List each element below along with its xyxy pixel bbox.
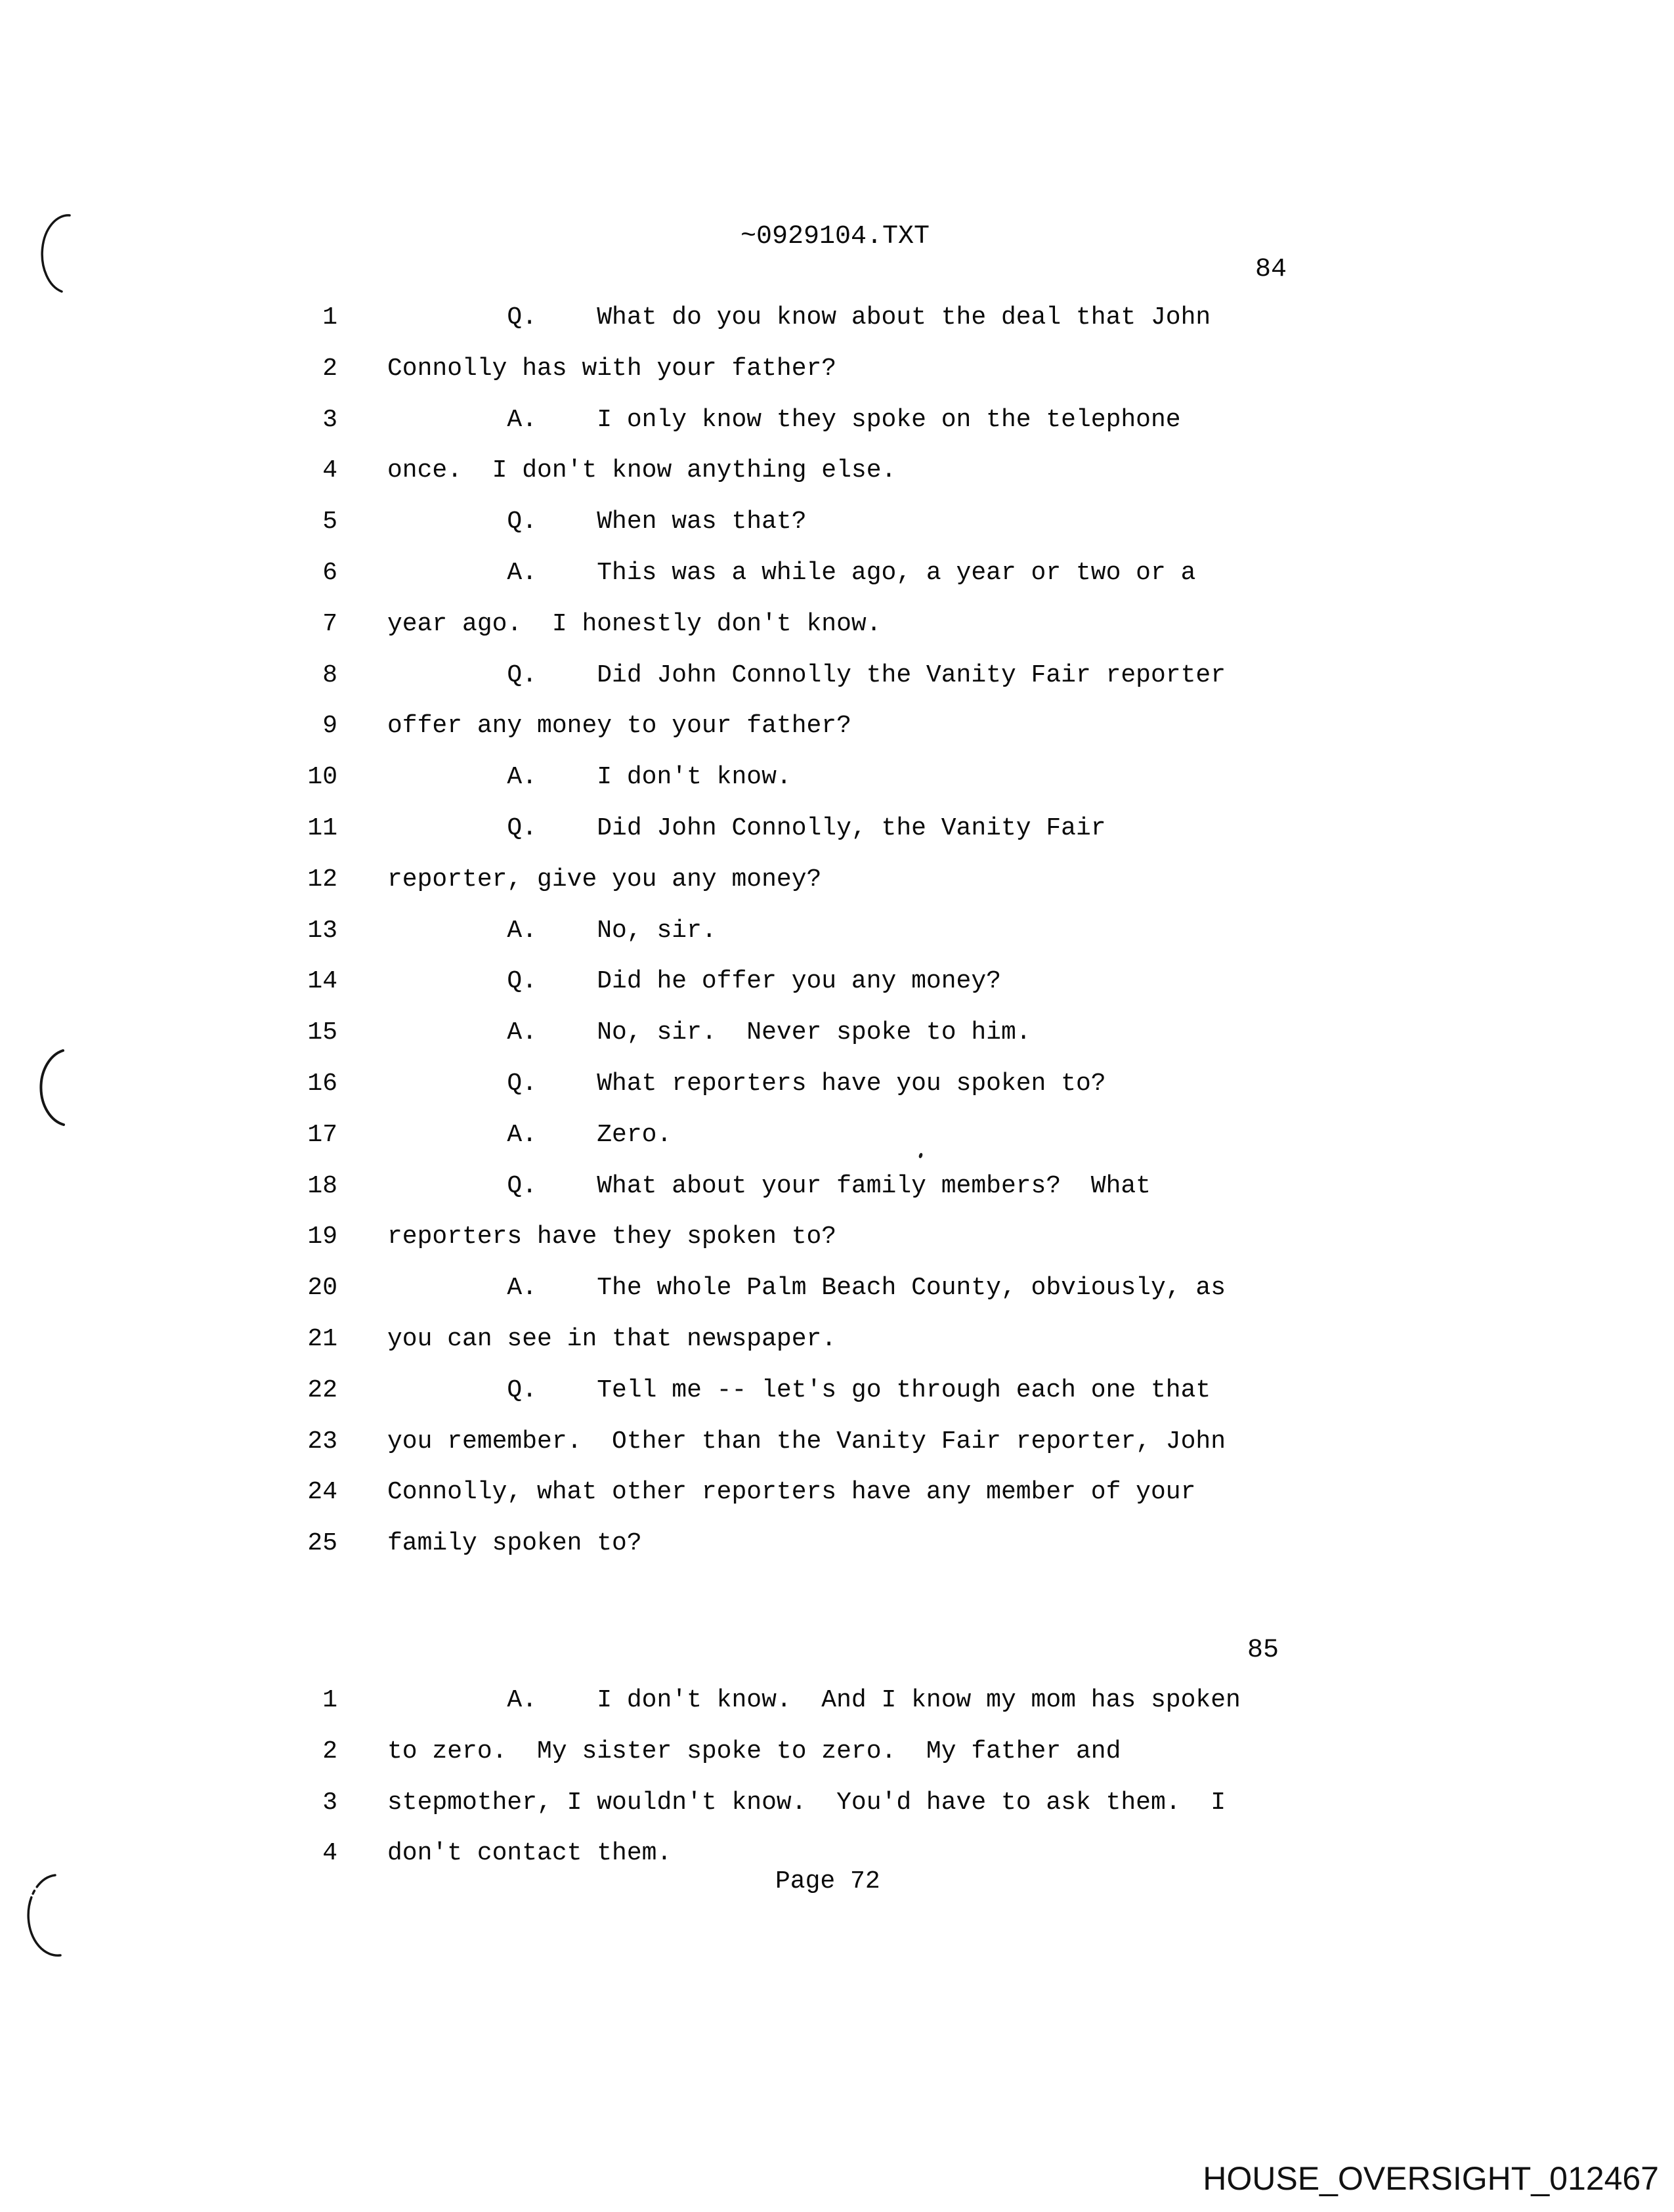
line-number: 23 [307, 1427, 337, 1456]
transcript-line [0, 1685, 1674, 1718]
line-text: family spoken to? [387, 1529, 642, 1557]
transcript-line [0, 660, 1674, 693]
line-number: 17 [307, 1121, 337, 1149]
transcript-line [0, 1375, 1674, 1408]
line-number: 25 [307, 1529, 337, 1557]
line-text: A. No, sir. [387, 917, 717, 945]
transcript-line [0, 813, 1674, 846]
footer-page-label: Page 72 [775, 1867, 880, 1896]
line-number: 11 [307, 814, 337, 842]
line-text: once. I don't know anything else. [387, 456, 897, 485]
line-text: year ago. I honestly don't know. [387, 610, 882, 638]
line-text: A. No, sir. Never spoke to him. [387, 1018, 1031, 1047]
line-number: 3 [322, 406, 337, 434]
transcript-line [0, 762, 1674, 794]
line-number: 9 [322, 712, 337, 740]
line-text: to zero. My sister spoke to zero. My father and [387, 1737, 1121, 1766]
line-text: you remember. Other than the Vanity Fair reporter, John [387, 1427, 1226, 1456]
line-number: 19 [307, 1223, 337, 1251]
transcript-line [0, 557, 1674, 590]
line-number: 1 [322, 1686, 337, 1714]
transcript-line [0, 353, 1674, 386]
line-number: 10 [307, 763, 337, 791]
line-text: Q. What do you know about the deal that John [387, 303, 1211, 332]
transcript-line [0, 302, 1674, 335]
transcript-line [0, 864, 1674, 897]
transcript-line [0, 1477, 1674, 1509]
line-text: A. This was a while ago, a year or two or a [387, 559, 1196, 587]
line-number: 16 [307, 1070, 337, 1098]
transcript-line [0, 1838, 1674, 1871]
line-number: 2 [322, 1737, 337, 1766]
line-number: 18 [307, 1172, 337, 1200]
transcript-line [0, 1736, 1674, 1769]
line-number: 8 [322, 661, 337, 689]
punch-hole-mark-bottom [28, 1875, 60, 1955]
transcript-line [0, 915, 1674, 948]
line-number: 14 [307, 967, 337, 995]
ink-speck [918, 1152, 923, 1158]
transcript-line [0, 1787, 1674, 1820]
transcript-line [0, 966, 1674, 999]
line-text: A. The whole Palm Beach County, obviously, as [387, 1274, 1226, 1302]
line-text: Connolly, what other reporters have any member of your [387, 1478, 1196, 1506]
line-text: stepmother, I wouldn't know. You'd have to ask them. I [387, 1789, 1226, 1817]
line-number: 2 [322, 355, 337, 383]
line-number: 1 [322, 303, 337, 332]
transcript-line [0, 1324, 1674, 1356]
document-filename-header: ~0929104.TXT [740, 222, 930, 251]
line-number: 15 [307, 1018, 337, 1047]
transcript-line [0, 1272, 1674, 1305]
line-number: 6 [322, 559, 337, 587]
line-text: A. I only know they spoke on the telephone [387, 406, 1181, 434]
line-text: Q. Tell me -- let's go through each one that [387, 1376, 1211, 1404]
punch-hole-mark-top [42, 215, 70, 292]
line-number: 5 [322, 508, 337, 536]
transcript-line [0, 1528, 1674, 1561]
transcript-line [0, 710, 1674, 743]
transcript-line [0, 404, 1674, 437]
line-text: don't contact them. [387, 1839, 672, 1867]
transcript-line [0, 1017, 1674, 1050]
line-text: Q. Did he offer you any money? [387, 967, 1001, 995]
line-text: reporters have they spoken to? [387, 1223, 837, 1251]
transcript-line [0, 609, 1674, 641]
transcript-line [0, 1426, 1674, 1459]
line-number: 3 [322, 1789, 337, 1817]
transcript-page-number-84: 84 [1255, 255, 1287, 284]
transcript-line [0, 506, 1674, 539]
line-number: 12 [307, 865, 337, 894]
transcript-line [0, 1068, 1674, 1101]
line-text: Q. Did John Connolly, the Vanity Fair [387, 814, 1106, 842]
transcript-line [0, 455, 1674, 488]
line-number: 24 [307, 1478, 337, 1506]
line-number: 13 [307, 917, 337, 945]
line-text: A. Zero. [387, 1121, 672, 1149]
line-text: Q. What about your family members? What [387, 1172, 1151, 1200]
line-text: Q. What reporters have you spoken to? [387, 1070, 1106, 1098]
transcript-line [0, 1119, 1674, 1152]
line-text: A. I don't know. [387, 763, 792, 791]
line-text: reporter, give you any money? [387, 865, 822, 894]
transcript-page-number-85: 85 [1247, 1636, 1279, 1665]
line-number: 20 [307, 1274, 337, 1302]
transcript-line [0, 1221, 1674, 1254]
line-text: you can see in that newspaper. [387, 1325, 837, 1353]
line-text: offer any money to your father? [387, 712, 851, 740]
bates-stamp: HOUSE_OVERSIGHT_012467 [1203, 2160, 1659, 2197]
line-number: 21 [307, 1325, 337, 1353]
line-number: 7 [322, 610, 337, 638]
line-number: 4 [322, 1839, 337, 1867]
line-text: A. I don't know. And I know my mom has spoken [387, 1686, 1241, 1714]
line-number: 22 [307, 1376, 337, 1404]
line-text: Connolly has with your father? [387, 355, 837, 383]
transcript-line [0, 1171, 1674, 1204]
line-text: Q. Did John Connolly the Vanity Fair reporter [387, 661, 1226, 689]
line-text: Q. When was that? [387, 508, 807, 536]
line-number: 4 [322, 456, 337, 485]
